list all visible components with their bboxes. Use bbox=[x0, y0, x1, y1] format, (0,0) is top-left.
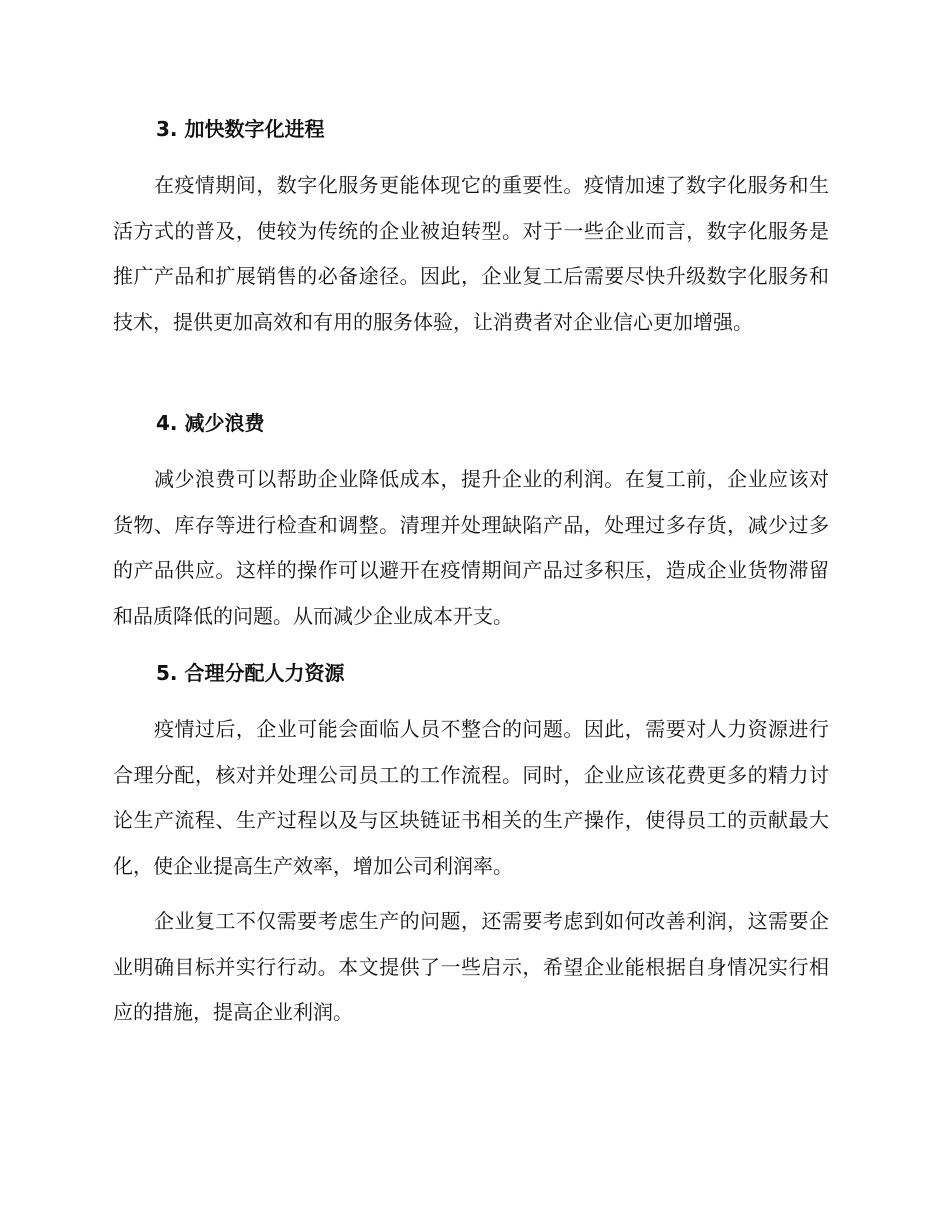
section-paragraph-5: 疫情过后，企业可能会面临人员不整合的问题。因此，需要对人力资源进行合理分配，核对并处理公司员工的工作流程。同时，企业应该花费更多的精力讨论生产流程、生产过程以及与区块链证书相关的生产操作，使得员工的贡献最大化，使企业提高生产效率，增加公司利润率。 bbox=[113, 717, 829, 878]
section-paragraph-3: 在疫情期间，数字化服务更能体现它的重要性。疫情加速了数字化服务和生活方式的普及，使较为传统的企业被迫转型。对于一些企业而言，数字化服务是推广产品和扩展销售的必备途径。因此，企业复工后需要尽快升级数字化服务和技术，提供更加高效和有用的服务体验，让消费者对企业信心更加增强。 bbox=[113, 173, 829, 334]
section-heading-3: 3. 加快数字化进程 bbox=[156, 117, 325, 141]
section-paragraph-4: 减少浪费可以帮助企业降低成本，提升企业的利润。在复工前，企业应该对货物、库存等进行检查和调整。清理并处理缺陷产品，处理过多存货，减少过多的产品供应。这样的操作可以避开在疫情期间产品过多积压，造成企业货物滞留和品质降低的问题。从而减少企业成本开支。 bbox=[113, 467, 829, 628]
section-heading-5: 5. 合理分配人力资源 bbox=[156, 661, 345, 685]
conclusion-paragraph: 企业复工不仅需要考虑生产的问题，还需要考虑到如何改善利润，这需要企业明确目标并实行行动。本文提供了一些启示，希望企业能根据自身情况实行相应的措施，提高企业利润。 bbox=[113, 909, 829, 1024]
section-heading-4: 4. 减少浪费 bbox=[156, 411, 265, 435]
